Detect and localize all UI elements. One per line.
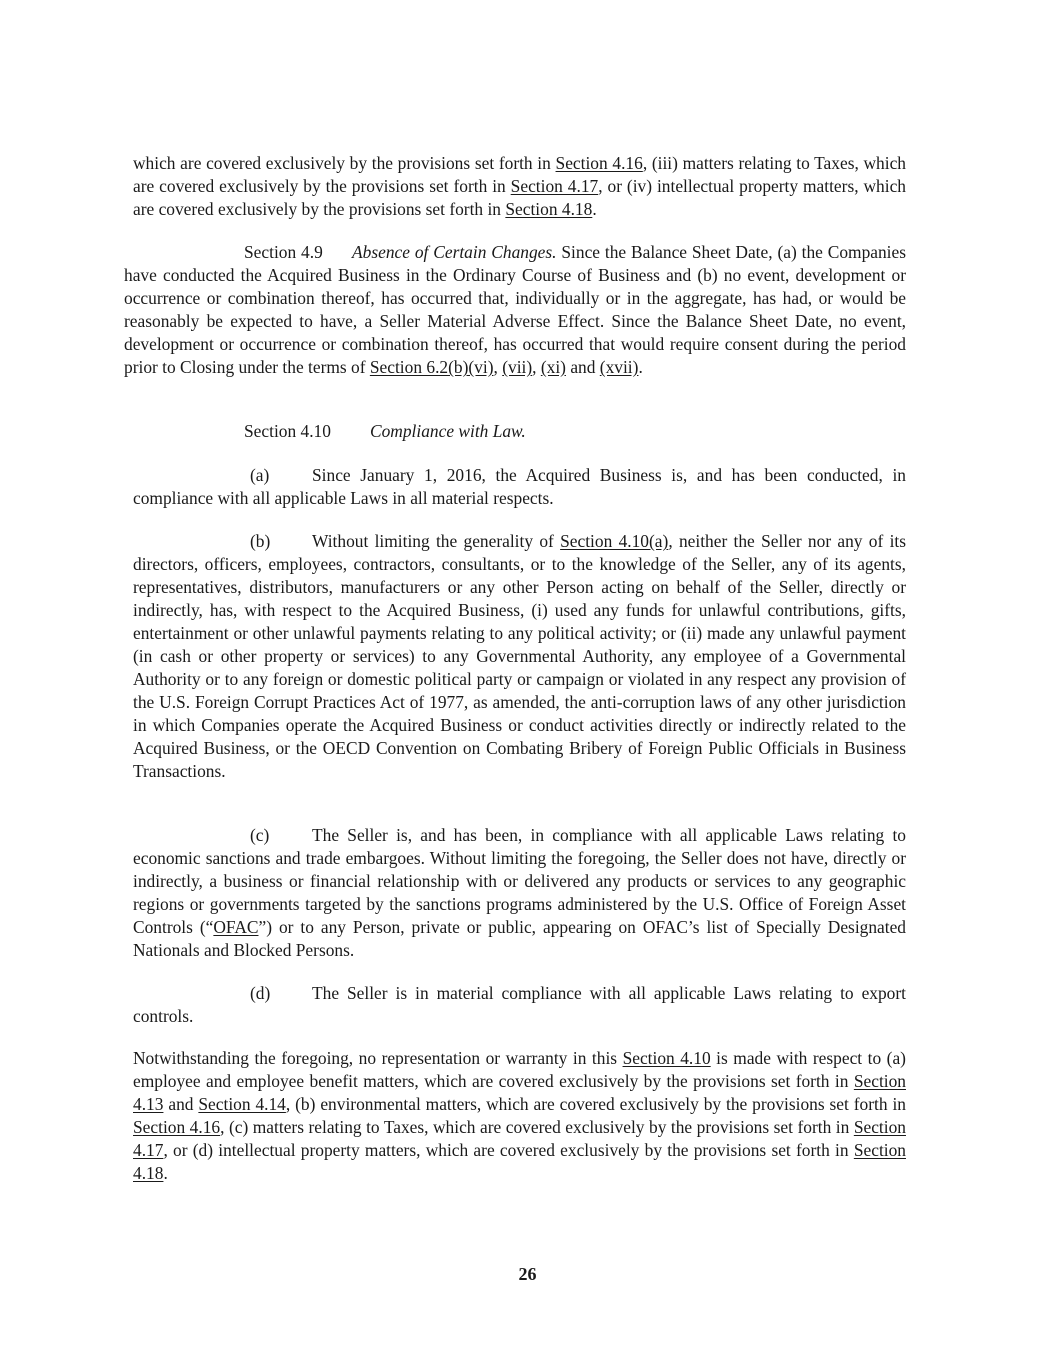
continuation-paragraph	[133, 152, 906, 221]
subsection-b-label: (b)	[250, 531, 271, 551]
subsection-c	[133, 824, 906, 962]
text: , neither the Seller nor any of its directors, officers, employees, contractors, consultants, or to the knowledge of the Seller, any of its agents, representatives, distributors, manufacturers or any other Person acting on behalf of the Seller, directly or indirectly, has, with respect to the Acquired Business, (i) used any funds for unlawful contributions, gifts, entertainment or other unlawful payments relating to any political activity; or (ii) made any unlawful payment (in cash or other property or services) to any Governmental Authority, any employee of a Governmental Authority or to any foreign or domestic political party or campaign or violated in any respect any provision of the U.S. Foreign Corrupt Practices Act of 1977, as amended, the anti-corruption laws of any other jurisdiction in which Companies operate the Acquired Business or conduct activities directly or indirectly related to the Acquired Business, or the OECD Convention on Combating Bribery of Foreign Public Officials in Business Transactions.	[133, 531, 907, 781]
section-4-10-number: Section 4.10	[244, 421, 331, 441]
section-ref-4-16: Section 4.16	[133, 1117, 221, 1137]
ofac-defined-term: OFAC	[213, 917, 259, 937]
text: ,	[493, 357, 503, 377]
page-number: 26	[518, 1264, 537, 1284]
text: , or (iv) intellectual property matters, which are covered exclusively by the provisions set forth in	[133, 176, 906, 219]
section-4-9-number: Section 4.9	[244, 242, 323, 262]
text: ”) or to any Person, private or public, appearing on OFAC’s list of Specially Designated Nationals and Blocked Persons.	[133, 917, 907, 960]
ref-xi: (xi)	[540, 357, 566, 377]
text: , (iii) matters relating to Taxes, which are covered exclusively by the provisions set forth in	[133, 153, 906, 196]
subsection-a-label: (a)	[250, 465, 270, 485]
subsection-a	[133, 464, 906, 510]
text: is made with respect to (a) employee and employee benefit matters, which are covered exclusively by the provisions set forth in	[133, 1048, 906, 1091]
text: The Seller is in material compliance with all applicable Laws relating to export controls.	[133, 983, 906, 1026]
text: and	[565, 357, 600, 377]
text: Without limiting the generality of	[312, 531, 561, 551]
section-ref-4-18: Section 4.18	[505, 199, 593, 219]
section-ref-4-14: Section 4.14	[198, 1094, 286, 1114]
section-4-10-title: Compliance with Law.	[370, 421, 526, 441]
notwithstanding-paragraph	[133, 1047, 906, 1185]
ref-vii: (vii)	[502, 357, 533, 377]
text: which are covered exclusively by the provisions set forth in	[133, 153, 556, 173]
section-ref-4-17: Section 4.17	[133, 1117, 906, 1160]
subsection-d-label: (d)	[250, 983, 271, 1003]
ref-xvii: (xvii)	[599, 357, 639, 377]
text: Since January 1, 2016, the Acquired Business is, and has been conducted, in compliance with all applicable Laws in all material respects.	[133, 465, 906, 508]
text: , (c) matters relating to Taxes, which are covered exclusively by the provisions set forth in	[220, 1117, 854, 1137]
text: , or (d) intellectual property matters, which are covered exclusively by the provisions set forth in	[163, 1140, 854, 1160]
text: .	[638, 357, 643, 377]
section-4-9-paragraph	[124, 241, 906, 379]
text: .	[163, 1163, 168, 1183]
text: .	[592, 199, 597, 219]
section-ref-4-10-a: Section 4.10(a)	[560, 531, 669, 551]
text: , (b) environmental matters, which are covered exclusively by the provisions set forth in	[285, 1094, 907, 1114]
text: and	[163, 1094, 199, 1114]
section-ref-6-2-b-vi: Section 6.2(b)(vi)	[369, 357, 494, 377]
section-ref-4-18: Section 4.18	[133, 1140, 906, 1183]
text: The Seller is, and has been, in compliance with all applicable Laws relating to economic sanctions and trade embargoes. Without limiting the foregoing, the Seller does not have, directly or indirectly, a business or financial relationship with or delivered any products or services to any geographic regions or governments targeted by the sanctions programs administered by the U.S. Office of Foreign Asset Controls (“	[133, 825, 906, 937]
section-ref-4-16: Section 4.16	[555, 153, 643, 173]
section-ref-4-10: Section 4.10	[622, 1048, 711, 1068]
subsection-c-label: (c)	[250, 825, 270, 845]
subsection-b	[133, 530, 906, 783]
text: Notwithstanding the foregoing, no representation or warranty in this	[133, 1048, 623, 1068]
section-ref-4-13: Section 4.13	[133, 1071, 906, 1114]
section-4-10-heading	[244, 420, 526, 443]
section-4-9-title: Absence of Certain Changes.	[352, 242, 557, 262]
text: ,	[532, 357, 541, 377]
text: Since the Balance Sheet Date, (a) the Companies have conducted the Acquired Business in the Ordinary Course of Business and (b) no event, development or occurrence or combination thereof, has occurred that, individually or in the aggregate, has had, or would be reasonably be expected to have, a Seller Material Adverse Effect. Since the Balance Sheet Date, no event, development or occurrence or combination thereof, has occurred that would require consent during the period prior to Closing under the terms of	[124, 242, 906, 377]
section-ref-4-17: Section 4.17	[510, 176, 599, 196]
subsection-d	[133, 982, 906, 1028]
